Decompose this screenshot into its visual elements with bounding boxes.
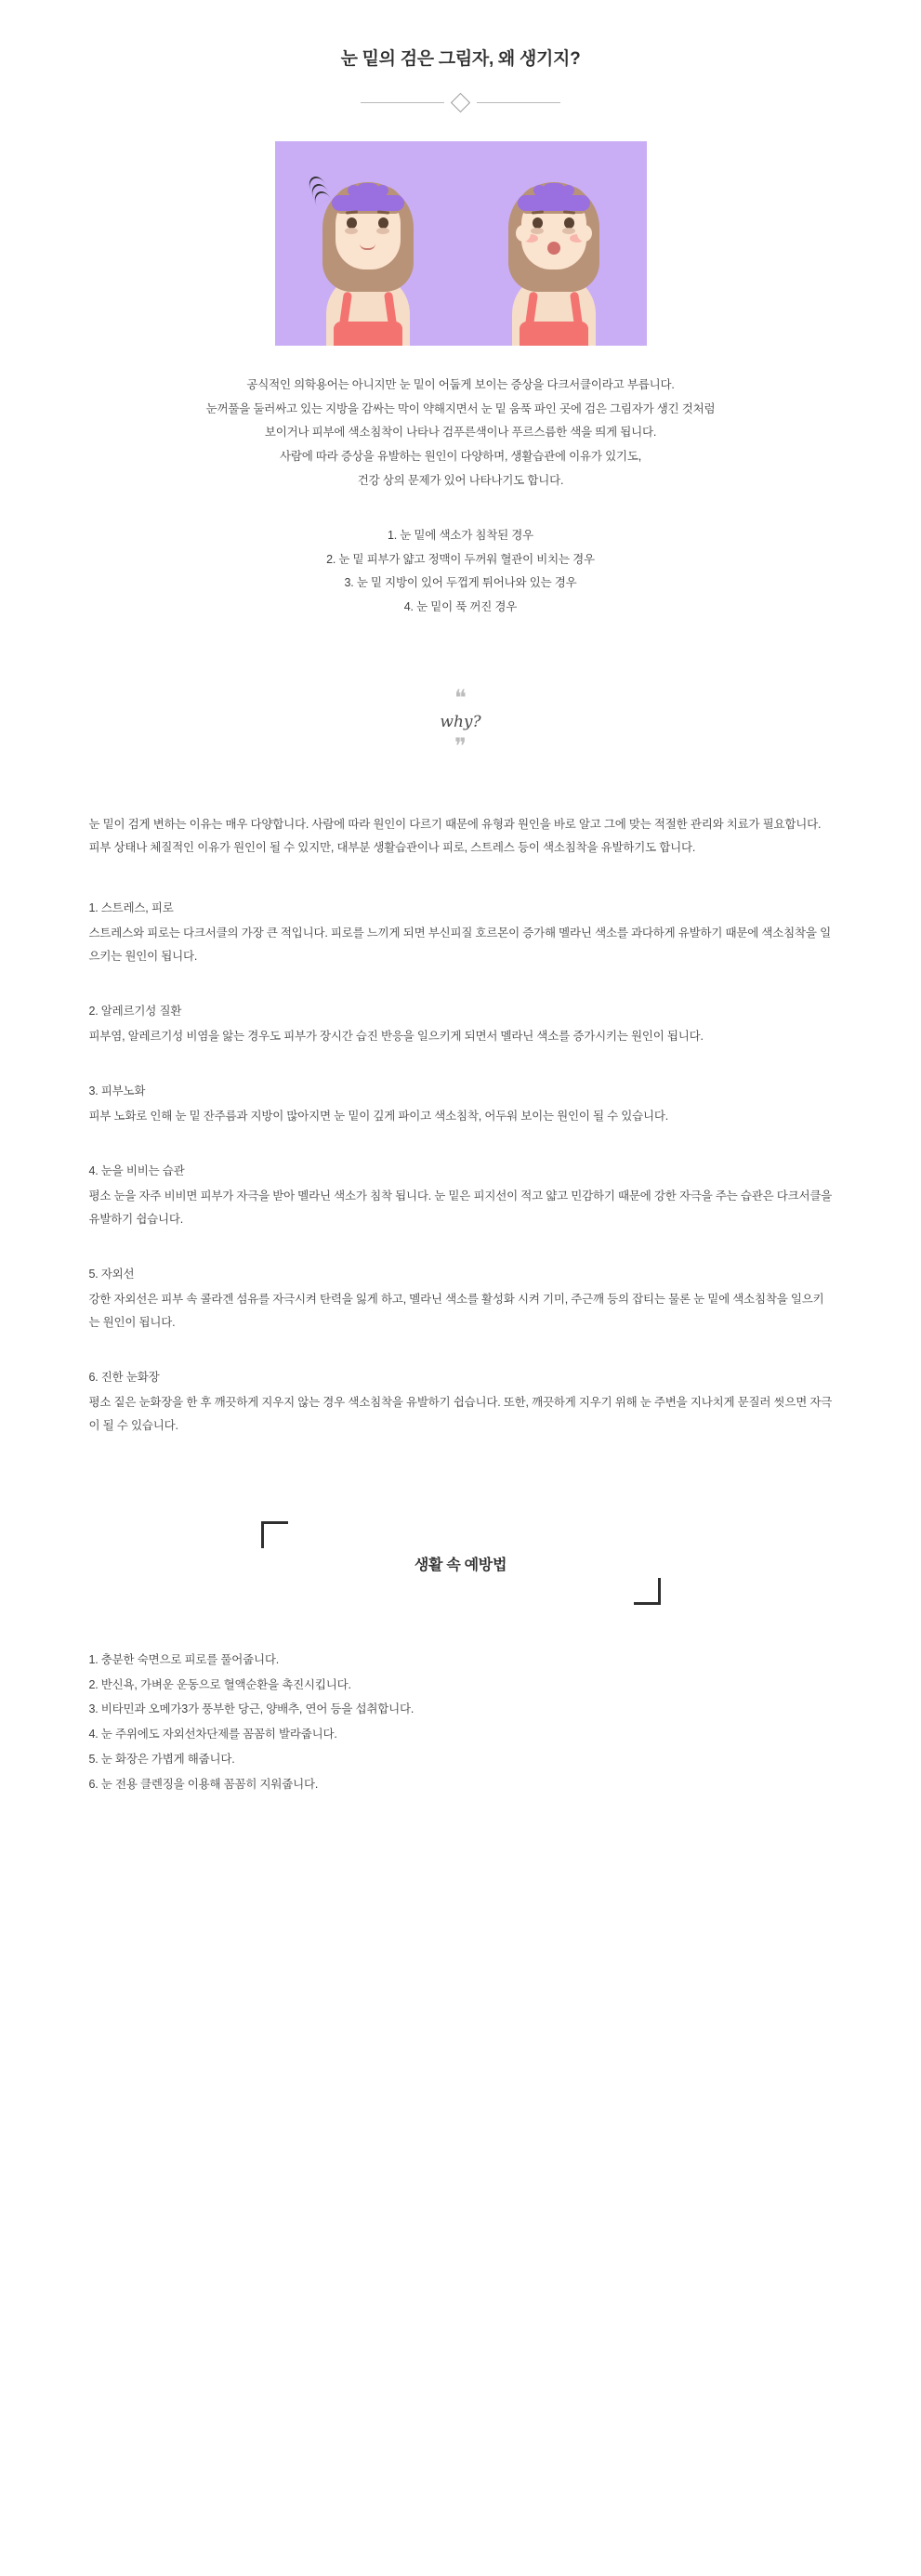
illustration-container	[0, 141, 921, 346]
cause-item: 3. 눈 밑 지방이 있어 두껍게 튀어나와 있는 경우	[344, 576, 577, 590]
dark-circle-left	[531, 228, 544, 234]
tips-heading-block	[261, 1521, 661, 1605]
section-eye-rubbing	[89, 1160, 833, 1231]
section-allergic-disease	[89, 1000, 833, 1048]
mouth-open	[547, 242, 560, 255]
quote-text: why?	[440, 712, 481, 731]
intro-line: 공식적인 의학용어는 아니지만 눈 밑이 어둡게 보이는 증상을 다크서클이라고 부릅니다.	[246, 378, 675, 391]
dark-circle-left	[345, 228, 358, 234]
section-text: 강한 자외선은 피부 속 콜라겐 섬유를 자극시켜 탄력을 잃게 하고, 멜라닌 색소를 활성화 시켜 기미, 주근깨 등의 잡티는 물론 눈 밑에 색소침착을 일으키는 원인이 됩니다.	[88, 1292, 824, 1329]
corner-bracket-top-left-icon	[261, 1521, 288, 1548]
section-heavy-eye-makeup	[89, 1366, 833, 1438]
cause-item: 1. 눈 밑에 색소가 침착된 경우	[387, 529, 533, 543]
tips-heading: 생활 속 예방법	[414, 1557, 507, 1573]
quote-close-mark: ❞	[454, 732, 467, 759]
why-quote-block	[340, 684, 582, 759]
section-heading: 5. 자외선	[88, 1267, 135, 1281]
bow-icon	[542, 183, 566, 199]
diamond-icon	[451, 93, 470, 112]
section-skin-aging	[89, 1080, 833, 1128]
top-band	[334, 322, 402, 346]
intro-line: 눈꺼풀을 둘러싸고 있는 지방을 감싸는 막이 약해지면서 눈 밑 움푹 파인 곳에 검은 그림자가 생긴 것처럼	[205, 401, 716, 415]
top-band	[520, 322, 588, 346]
tip-item: 1. 충분한 숙면으로 피로를 풀어줍니다.	[88, 1652, 280, 1666]
tip-item: 6. 눈 전용 클렌징을 이용해 꼼꼼히 지워줍니다.	[88, 1778, 319, 1791]
anger-mark-icon	[308, 177, 336, 201]
corner-bracket-bottom-right-icon	[634, 1578, 661, 1605]
divider-line-right	[477, 102, 560, 103]
quote-open-mark: ❝	[454, 684, 467, 711]
figure-left-angry-girl	[298, 169, 438, 346]
intro-paragraph	[108, 374, 814, 493]
bow-icon	[356, 183, 380, 199]
section-text: 피부염, 알레르기성 비염을 앓는 경우도 피부가 장시간 습진 반응을 일으키게 되면서 멜라닌 색소를 증가시키는 원인이 됩니다.	[88, 1029, 704, 1043]
section-heading: 1. 스트레스, 피로	[88, 900, 174, 914]
cause-item: 4. 눈 밑이 푹 꺼진 경우	[403, 600, 518, 613]
two-girls-dark-circles-illustration	[275, 141, 647, 346]
tip-item: 2. 반신욕, 가벼운 운동으로 혈액순환을 촉진시킵니다.	[88, 1677, 351, 1691]
section-uv-rays	[89, 1263, 833, 1334]
hand-right	[577, 225, 592, 242]
section-text: 피부 노화로 인해 눈 밑 잔주름과 지방이 많아지면 눈 밑이 깊게 파이고 색소침착, 어두워 보이는 원인이 될 수 있습니다.	[88, 1109, 669, 1123]
tip-item: 3. 비타민과 오메가3가 풍부한 당근, 양배추, 연어 등을 섭취합니다.	[88, 1702, 414, 1716]
tip-item: 5. 눈 화장은 가볍게 해줍니다.	[88, 1753, 235, 1767]
intro-line: 건강 상의 문제가 있어 나타나기도 합니다.	[357, 473, 564, 487]
divider-line-left	[361, 102, 444, 103]
intro-line: 보이거나 피부에 색소침착이 나타나 검푸른색이나 푸르스름한 색을 띄게 됩니다.	[264, 426, 657, 440]
intro-line: 사람에 따라 증상을 유발하는 원인이 다양하며, 생활습관에 이유가 있기도,	[280, 449, 641, 463]
tip-item: 4. 눈 주위에도 자외선차단제를 꼼꼼히 발라줍니다.	[88, 1728, 337, 1741]
causes-list	[0, 524, 921, 620]
hand-left	[516, 225, 531, 242]
section-heading: 6. 진한 눈화장	[88, 1370, 160, 1384]
ornamental-divider	[0, 96, 921, 110]
body-column	[89, 813, 833, 1834]
lead-paragraph: 눈 밑이 검게 변하는 이유는 매우 다양합니다. 사람에 따라 원인이 다르기 때문에 유형과 원인을 바로 알고 그에 맞는 적절한 관리와 치료가 필요합니다. 피부 상태나 체질적인 이유가 원인이 될 수 있지만, 대부분 생활습관이나 피로, 스트레스 등이 색소침착을 유발하기도 합니다.	[88, 817, 822, 854]
tips-list	[89, 1648, 833, 1834]
dark-circle-right	[562, 228, 575, 234]
section-text: 스트레스와 피로는 다크서클의 가장 큰 적입니다. 피로를 느끼게 되면 부신피질 호르몬이 증가해 멜라닌 색소를 과다하게 유발하기 때문에 색소침착을 일으키는 원인이 됩니다.	[88, 926, 831, 963]
dark-circle-right	[376, 228, 389, 234]
section-text: 평소 짙은 눈화장을 한 후 깨끗하게 지우지 않는 경우 색소침착을 유발하기 쉽습니다. 또한, 깨끗하게 지우기 위해 눈 주변을 지나치게 문질러 씻으면 자극이 될 수 있습니다.	[88, 1395, 833, 1432]
page-title: 눈 밑의 검은 그림자, 왜 생기지?	[340, 49, 581, 69]
figure-right-surprised-girl	[484, 169, 624, 346]
section-heading: 4. 눈을 비비는 습관	[88, 1163, 185, 1177]
cause-item: 2. 눈 밑 피부가 얇고 정맥이 두꺼워 혈관이 비치는 경우	[326, 552, 595, 566]
section-text: 평소 눈을 자주 비비면 피부가 자극을 받아 멜라닌 색소가 침착 됩니다. 눈 밑은 피지선이 적고 얇고 민감하기 때문에 강한 자극을 주는 습관은 다크서클을 유발하기 쉽습니다.	[88, 1189, 833, 1226]
section-stress-fatigue	[89, 897, 833, 968]
section-heading: 2. 알레르기성 질환	[88, 1004, 182, 1018]
section-heading: 3. 피부노화	[88, 1084, 146, 1097]
